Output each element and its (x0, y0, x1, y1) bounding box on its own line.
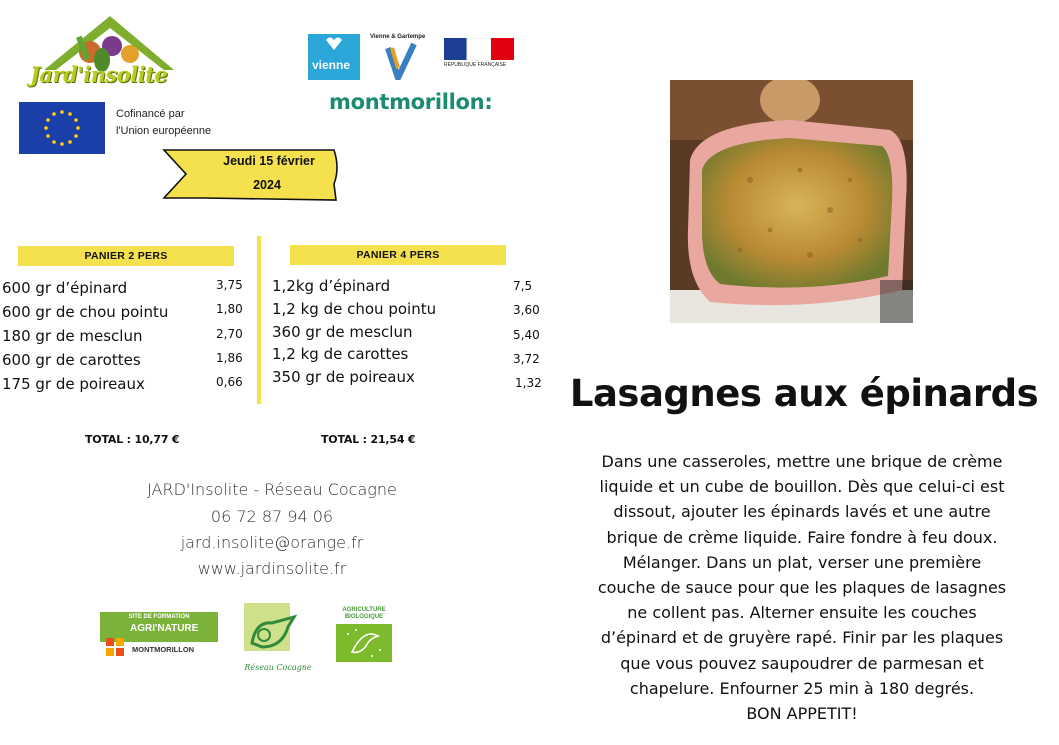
panier-4-price: 3,72 (513, 352, 540, 366)
panier-4-item: 360 gr de mesclun (272, 323, 413, 341)
panier-2-item: 175 gr de poireaux (2, 375, 145, 393)
contact-name: JARD'Insolite - Réseau Cocagne (147, 480, 397, 499)
recipe-line: Dans une casseroles, mettre une brique de crème (601, 452, 1003, 471)
panier-4-item: 1,2 kg de chou pointu (272, 300, 437, 318)
panier-4-item: 1,2kg d’épinard (272, 277, 391, 295)
panier-2-price: 1,80 (216, 302, 243, 316)
panier-4-item: 350 gr de poireaux (272, 368, 415, 386)
vienne-gartempe-text: Vienne & Gartempe (370, 34, 426, 40)
panier-4-item: 1,2 kg de carottes (272, 345, 409, 363)
panier-4-price: 1,32 (515, 376, 542, 390)
bio-line1: AGRICULTURE (342, 607, 386, 613)
date-year: 2024 (253, 178, 281, 192)
eu-flag-icon (19, 102, 105, 154)
recipe-line: ne collent pas. Alterner ensuite les couches (627, 603, 977, 623)
panier-4-total: TOTAL : 21,54 € (321, 433, 416, 446)
recipe-line: dissout, ajouter les épinards lavés et une autre (613, 502, 991, 522)
panier-2-price: 1,86 (216, 351, 243, 365)
republique-francaise-text: RÉPUBLIQUE FRANÇAISE (444, 62, 507, 68)
recipe-line: liquide et un cube de bouillon. Dès que celui-ci est (599, 477, 1005, 497)
recipe-line: d’épinard et de gruyère rapé. Finir par les plaques (600, 628, 1004, 648)
panier-4-label: PANIER 4 PERS (290, 245, 506, 265)
panier-2-item: 600 gr de chou pointu (2, 303, 169, 321)
panier-2-label: PANIER 2 PERS (18, 246, 234, 266)
cocagne-text: Réseau Cocagne (244, 663, 312, 672)
eu-cofinancing-text (116, 106, 236, 140)
panier-2-item: 180 gr de mesclun (2, 327, 143, 345)
recipe-line: BON APPETIT! (746, 704, 858, 724)
recipe-line: couche de sauce pour que les plaques de lasagnes (597, 578, 1007, 598)
recipe-title: Lasagnes aux épinards (569, 372, 1039, 415)
agri-nature-logo (100, 612, 218, 656)
recipe-line: que vous pouvez saupoudrer de parmesan et (620, 653, 984, 673)
vienne-department-logo (308, 34, 360, 80)
montmorillon-logo: montmorillon: (329, 90, 493, 114)
eu-text-line2: l'Union européenne (116, 125, 212, 137)
basket-divider (257, 236, 261, 404)
recipe-line: Mélanger. Dans un plat, verser une première (622, 552, 982, 572)
lasagna-photo (670, 80, 913, 323)
reseau-cocagne-logo (242, 603, 314, 675)
panier-2-price: 3,75 (216, 278, 243, 292)
eu-text-line1: Cofinancé par (116, 108, 185, 120)
panier-4-price: 5,40 (513, 328, 540, 342)
panier-2-item: 600 gr de carottes (2, 351, 141, 369)
panier-2-item: 600 gr d’épinard (2, 279, 128, 297)
date-day: Jeudi 15 février (223, 154, 315, 168)
bio-line2: BIOLOGIQUE (344, 614, 384, 620)
panier-4-price: 7,5 (513, 279, 533, 293)
contact-phone[interactable]: 06 72 87 94 06 (210, 507, 334, 526)
vienne-logo-text: vienne (312, 58, 351, 72)
republique-francaise-logo (444, 38, 514, 78)
agri-line1: SITE DE FORMATION (128, 614, 190, 620)
panier-2-total: TOTAL : 10,77 € (85, 433, 180, 446)
panier-4-price: 3,60 (513, 303, 540, 317)
agri-line2: AGRI'NATURE (130, 623, 199, 634)
recipe-instructions (578, 449, 1026, 726)
agriculture-biologique-logo (334, 607, 394, 671)
agri-line3: MONTMORILLON (132, 645, 195, 654)
recipe-line: chapelure. Enfourner 25 min à 180 degrés. (629, 678, 975, 698)
panier-2-price: 0,66 (216, 375, 243, 389)
jard-insolite-wordmark: Jard'insolite (30, 62, 168, 87)
contact-website[interactable]: www.jardinsolite.fr (197, 559, 347, 578)
contact-email[interactable]: jard.insolite@orange.fr (180, 533, 364, 552)
recipe-line: brique de crème liquide. Faire fondre à feu doux. (606, 527, 998, 547)
panier-2-price: 2,70 (216, 327, 243, 341)
